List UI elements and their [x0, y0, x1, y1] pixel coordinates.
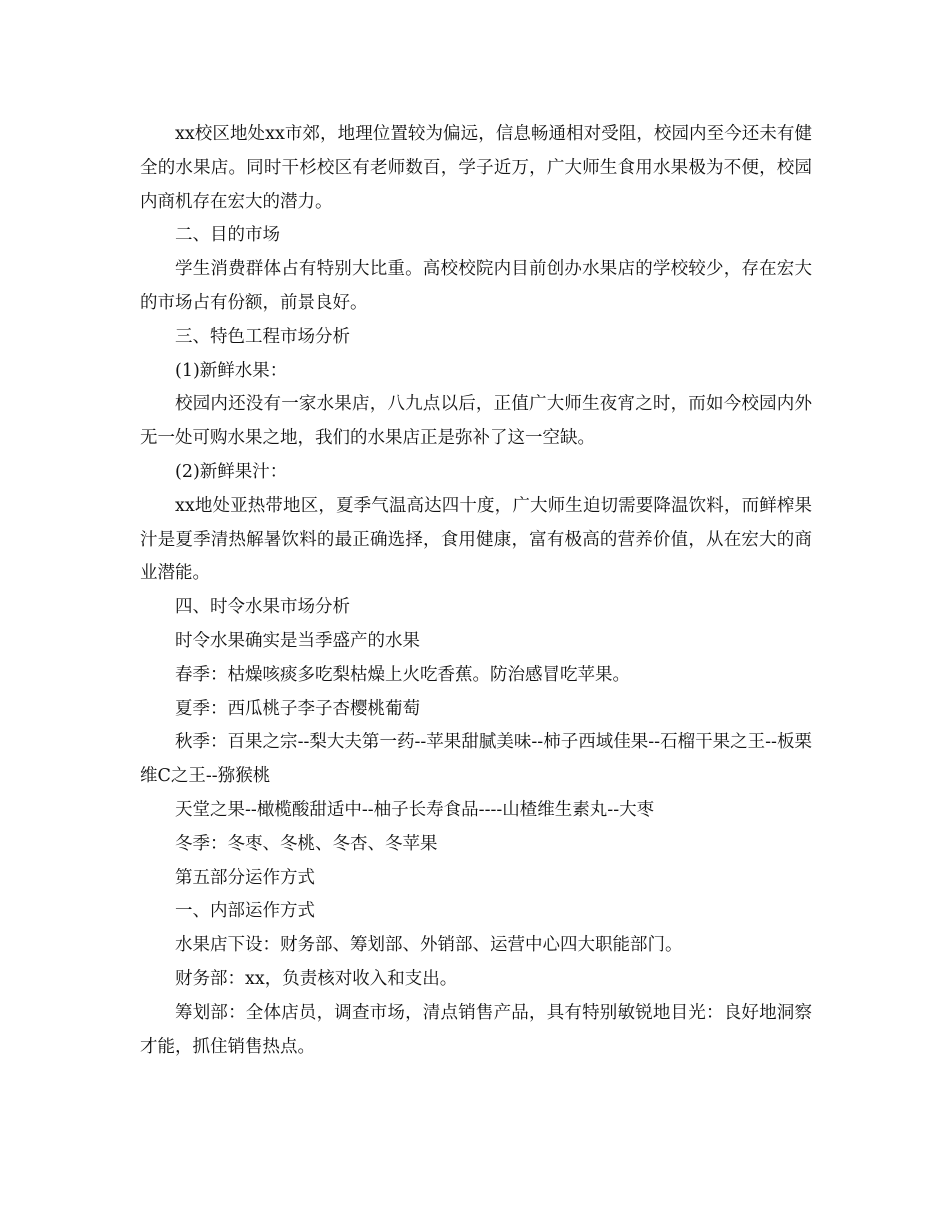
paragraph-student-consumers: 学生消费群体占有特别大比重。高校校院内目前创办水果店的学校较少，存在宏大的市场占有份额，前景良好。	[140, 259, 812, 313]
paragraph-autumn-continued: 天堂之果--橄榄酸甜适中--柚子长寿食品----山楂维生素丸--大枣	[175, 799, 655, 820]
heading-part-five: 第五部分运作方式	[175, 867, 315, 888]
heading-seasonal-fruit: 四、时令水果市场分析	[175, 597, 350, 618]
paragraph-departments: 水果店下设：财务部、筹划部、外销部、运营中心四大职能部门。	[175, 935, 683, 956]
paragraph-winter: 冬季：冬枣、冬桃、冬杏、冬苹果	[175, 833, 438, 854]
paragraph-autumn: 秋季：百果之宗--梨大夫第一药--苹果甜腻美味--柿子西域佳果--石榴干果之王--板栗维C之王--猕猴桃	[140, 732, 812, 787]
heading-feature-analysis: 三、特色工程市场分析	[175, 326, 350, 347]
paragraph-campus-location: xx校区地处xx市郊，地理位置较为偏远，信息畅通相对受阻，校园内至今还未有健全的水果店。同时干杉校区有老师数百，学子近万，广大师生食用水果极为不便，校园内商机存在宏大的潜力。	[140, 124, 812, 212]
subheading-fresh-fruit: (1)新鲜水果：	[175, 360, 288, 381]
heading-internal-operation: 一、内部运作方式	[175, 901, 315, 922]
paragraph-summer: 夏季：西瓜桃子李子杏樱桃葡萄	[175, 698, 420, 719]
paragraph-planning-dept: 筹划部：全体店员，调查市场，清点销售产品，具有特别敏锐地目光：良好地洞察才能，抓住销售热点。	[140, 1002, 812, 1057]
document-body	[140, 118, 812, 1064]
subheading-fresh-juice: (2)新鲜果汁：	[175, 461, 288, 482]
paragraph-seasonal-intro: 时令水果确实是当季盛产的水果	[175, 630, 420, 651]
paragraph-spring: 春季：枯燥咳痰多吃梨枯燥上火吃香蕉。防治感冒吃苹果。	[175, 664, 630, 685]
paragraph-fresh-fruit: 校园内还没有一家水果店，八九点以后，正值广大师生夜宵之时，而如今校园内外无一处可购水果之地，我们的水果店正是弥补了这一空缺。	[140, 394, 812, 449]
paragraph-fresh-juice: xx地处亚热带地区，夏季气温高达四十度，广大师生迫切需要降温饮料，而鲜榨果汁是夏季清热解暑饮料的最正确选择，食用健康，富有极高的营养价值，从在宏大的商业潜能。	[140, 495, 812, 584]
paragraph-finance-dept: 财务部：xx，负责核对收入和支出。	[175, 968, 458, 989]
heading-target-market: 二、目的市场	[175, 225, 280, 246]
